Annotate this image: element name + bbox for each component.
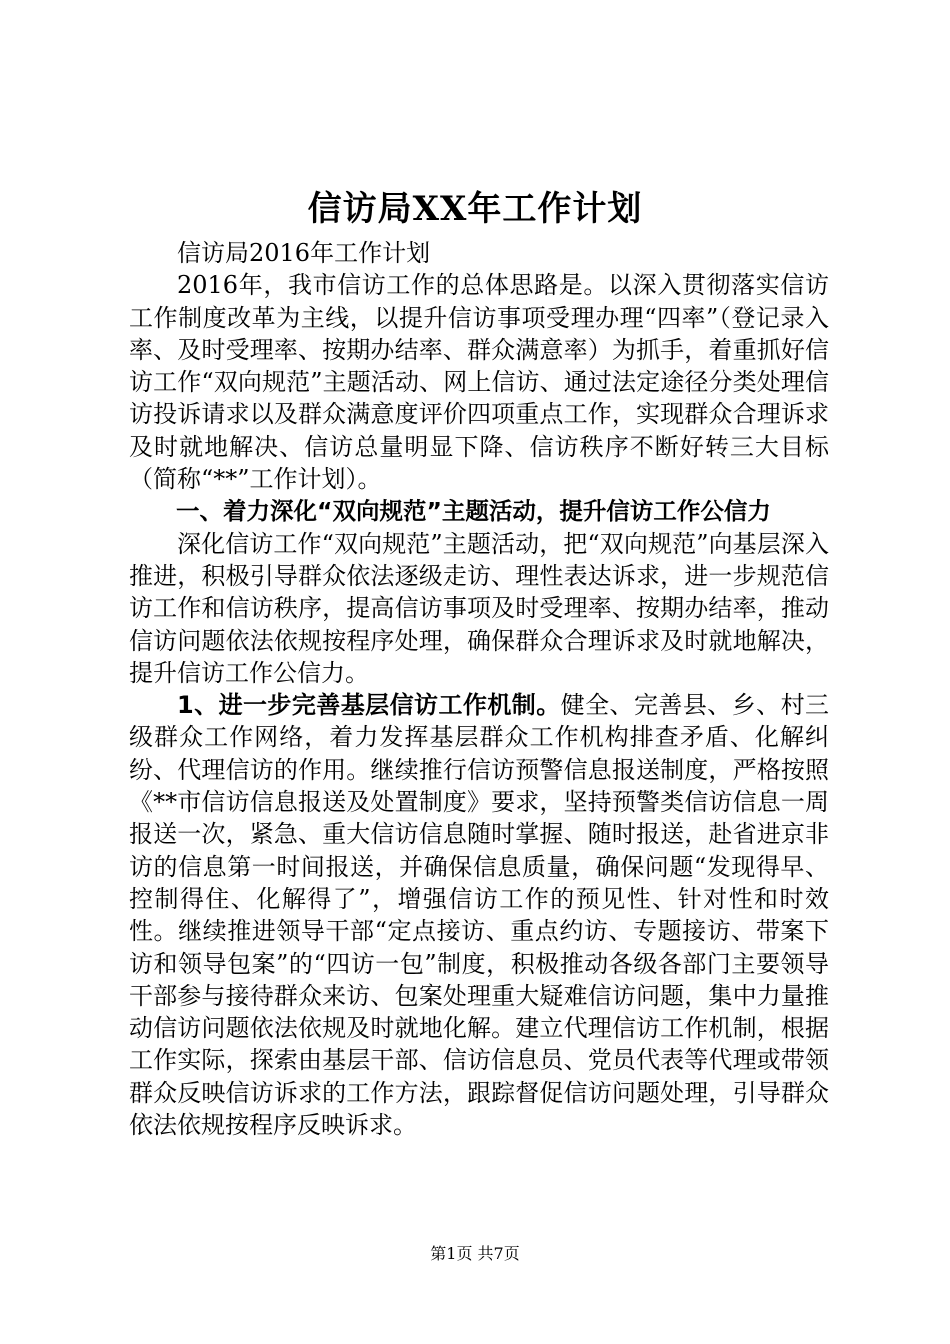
- section-heading: 一、着力深化“双向规范”主题活动，提升信访工作公信力: [176, 497, 771, 526]
- document-title: 信访局XX年工作计划: [307, 189, 643, 229]
- page-footer: 第1页 共7页: [430, 1244, 520, 1263]
- subsection-paragraph: [129, 689, 829, 1141]
- subsection-text: 健全、完善县、乡、村三级群众工作网络，着力发挥基层群众工作机构排查矛盾、化解纠纷、代理信访的作用。继续推行信访预警信息报送制度，严格按照《**市信访信息报送及处置制度》要求，坚持预警类信访信息一周报送一次，紧急、重大信访信息随时掌握、随时报送，赴省进京非访的信息第一时间报送，并确保信息质量，确保问题“发现得早、控制得住、化解得了”，增强信访工作的预见性、针对性和时效性。继续推进领导干部“定点接访、重点约访、专题接访、带案下访和领导包案”的“四访一包”制度，积极推动各级各部门主要领导干部参与接待群众来访、包案处理重大疑难信访问题，集中力量推动信访问题依法依规及时就地化解。建立代理信访工作机制，根据工作实际，探索由基层干部、信访信息员、党员代表等代理或带领群众反映信访诉求的工作方法，跟踪督促信访问题处理，引导群众依法依规按程序反映诉求。: [129, 691, 830, 1140]
- section-paragraph: 深化信访工作“双向规范”主题活动，把“双向规范”向基层深入推进，积极引导群众依法逐级走访、理性表达诉求，进一步规范信访工作和信访秩序，提高信访事项及时受理率、按期办结率，推动信访问题依法依规按程序处理，确保群众合理诉求及时就地解决，提升信访工作公信力。: [129, 529, 829, 687]
- intro-paragraph: 2016年，我市信访工作的总体思路是。以深入贯彻落实信访工作制度改革为主线，以提升信访事项受理办理“四率”（登记录入率、及时受理率、按期办结率、群众满意率）为抓手，着重抓好信访工作“双向规范”主题活动、网上信访、通过法定途径分类处理信访投诉请求以及群众满意度评价四项重点工作，实现群众合理诉求及时就地解决、信访总量明显下降、信访秩序不断好转三大目标（简称“**”工作计划）。: [129, 271, 829, 494]
- subsection-lead: 1、进一步完善基层信访工作机制。: [177, 691, 561, 720]
- subtitle-paragraph: 信访局2016年工作计划: [177, 239, 431, 267]
- document-body: [129, 237, 829, 1141]
